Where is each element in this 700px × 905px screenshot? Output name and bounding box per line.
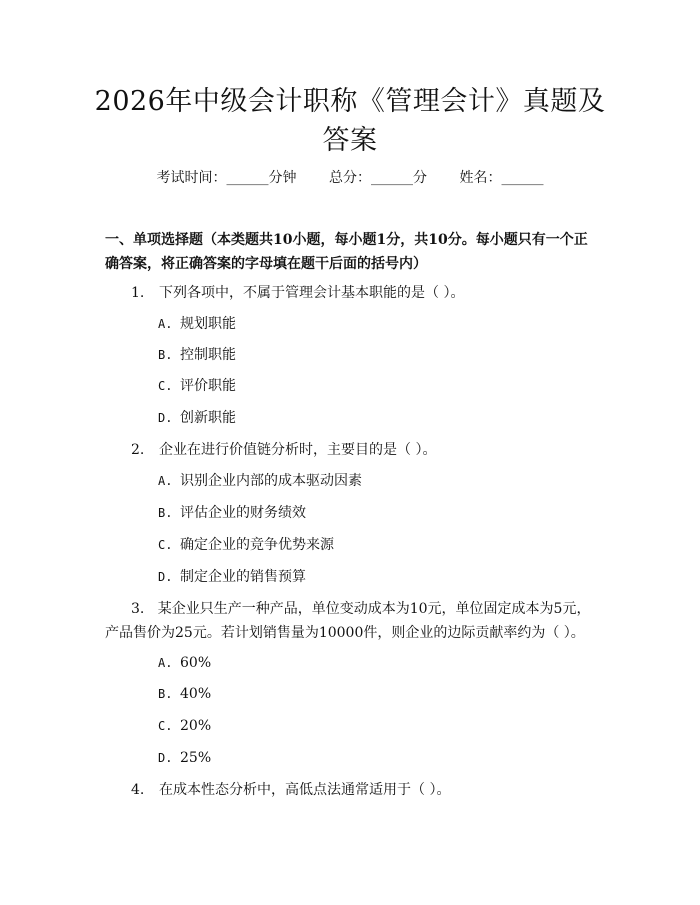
question-text: 在成本性态分析中，高低点法通常适用于（ ）。 xyxy=(159,782,451,798)
question-number: 1. xyxy=(131,285,145,301)
option-letter: B. xyxy=(158,506,173,520)
option-letter: B. xyxy=(158,687,173,701)
document-title: 2026年中级会计职称《管理会计》真题及答案 xyxy=(94,86,606,156)
option-text: 制定企业的销售预算 xyxy=(180,569,306,585)
option-letter: C. xyxy=(158,719,173,733)
question-number: 4. xyxy=(131,782,145,798)
option-2c xyxy=(158,535,334,555)
option-3c xyxy=(158,716,211,736)
question-number: 2. xyxy=(131,442,145,458)
option-3d xyxy=(158,748,211,768)
question-4 xyxy=(105,778,600,802)
option-text: 确定企业的竞争优势来源 xyxy=(180,537,334,553)
exam-time-field: 考试时间：______分钟 xyxy=(156,170,297,186)
option-3a xyxy=(158,653,211,673)
question-text: 某企业只生产一种产品，单位变动成本为10元，单位固定成本为5元，产品售价为25元。若计划销售量为10000件，则企业的边际贡献率约为（ ）。 xyxy=(105,601,591,641)
option-2a xyxy=(158,471,362,491)
question-1 xyxy=(105,281,600,305)
option-text: 20% xyxy=(180,718,212,734)
option-1d xyxy=(158,408,236,428)
option-1b xyxy=(158,345,236,365)
option-letter: B. xyxy=(158,348,173,362)
student-name-field: 姓名：______ xyxy=(459,170,544,186)
option-text: 创新职能 xyxy=(180,410,236,426)
option-text: 25% xyxy=(180,750,212,766)
total-score-field: 总分：______分 xyxy=(329,170,427,186)
option-letter: D. xyxy=(158,751,173,765)
option-letter: A. xyxy=(158,317,173,331)
option-letter: C. xyxy=(158,379,173,393)
option-text: 评估企业的财务绩效 xyxy=(180,505,306,521)
question-3 xyxy=(105,597,600,645)
option-letter: D. xyxy=(158,570,173,584)
question-text: 下列各项中，不属于管理会计基本职能的是（ ）。 xyxy=(159,285,465,301)
option-1a xyxy=(158,314,236,334)
option-text: 识别企业内部的成本驱动因素 xyxy=(180,473,362,489)
option-text: 控制职能 xyxy=(180,347,236,363)
option-2b xyxy=(158,503,306,523)
option-letter: C. xyxy=(158,538,173,552)
option-2d xyxy=(158,567,306,587)
question-number: 3. xyxy=(131,601,145,617)
option-letter: A. xyxy=(158,474,173,488)
option-text: 60% xyxy=(180,655,212,671)
option-text: 评价职能 xyxy=(180,378,236,394)
option-text: 40% xyxy=(180,686,212,702)
question-2 xyxy=(105,438,600,462)
option-text: 规划职能 xyxy=(180,316,236,332)
option-letter: A. xyxy=(158,656,173,670)
option-1c xyxy=(158,376,236,396)
question-text: 企业在进行价值链分析时，主要目的是（ ）。 xyxy=(159,442,437,458)
option-letter: D. xyxy=(158,411,173,425)
exam-info-line xyxy=(0,168,700,188)
section-heading: 一、单项选择题（本类题共10小题，每小题1分，共10分。每小题只有一个正确答案，将正确答案的字母填在题干后面的括号内） xyxy=(105,232,588,272)
option-3b xyxy=(158,684,211,704)
